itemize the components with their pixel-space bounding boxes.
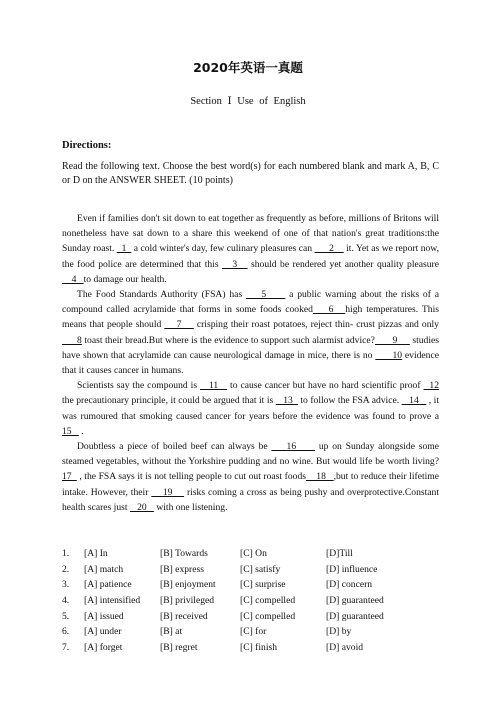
option-a: [A] match (84, 563, 124, 575)
passage-paragraph (62, 287, 439, 378)
option-row (62, 624, 442, 640)
option-b: [B] express (160, 563, 204, 575)
cloze-blank: 2 (314, 243, 344, 255)
question-number: 2. (62, 563, 70, 575)
section-heading: Section Ⅰ Use of English (190, 96, 306, 107)
passage-text: up on Sunday alongside some steamed vegetables, without the Yorkshire pudding and no wine. But would life be worth living? (62, 441, 439, 468)
passage-text: studies have shown that acrylamide can cause neurological damage in mice, there is no (62, 334, 440, 361)
option-c: [C] surprise (240, 579, 286, 591)
option-d: [D] concern (326, 579, 373, 591)
cloze-blank: 9 (374, 334, 410, 346)
option-row (62, 562, 442, 578)
option-a: [A] issued (84, 610, 124, 622)
passage-text: a public warning about the risks of a compound called acrylamide that forms in some foods cooked (62, 289, 439, 316)
cloze-blank: 8 (62, 334, 82, 346)
passage-text: , the FSA says it is not telling people to cut out roast foods (76, 471, 306, 483)
cloze-blank: 7 (164, 319, 194, 331)
question-number: 7. (62, 642, 70, 654)
passage-text: to follow the FSA advice. (297, 395, 402, 407)
page-title: 2020年英语一真题 (193, 60, 303, 75)
passage-text: should be rendered yet another quality pleasure (247, 258, 439, 270)
option-row (62, 593, 442, 609)
cloze-blank: 1 (116, 243, 132, 255)
option-c: [C] satisfy (240, 563, 281, 575)
option-c: [C] for (240, 626, 267, 638)
passage-text: , it was rumoured that smoking caused cancer for years before the evidence was found to prove a (62, 395, 440, 422)
option-c: [C] finish (240, 642, 278, 654)
option-b: [B] enjoyment (160, 579, 216, 591)
cloze-blank: 12 (423, 380, 440, 392)
option-b: [B] regret (160, 642, 198, 654)
passage-text: high temperatures. This means that people should (62, 304, 439, 331)
passage-text: Even if families don't sit down to eat together as frequently as before, millions of Britons will nonetheless have sat down to a share this weekend of one of that nation's great traditions:the Sunday roast. (62, 213, 439, 255)
option-d: [D]Till (326, 548, 353, 559)
cloze-blank: 20 (129, 501, 154, 513)
question-number: 5. (62, 610, 70, 622)
cloze-blank: 6 (312, 304, 346, 316)
directions-text: Read the following text. Choose the best word(s) for each numbered blank and mark A, B, C or D on the ANSWER SHEET. (10 points) (62, 161, 439, 186)
question-number: 1. (62, 548, 70, 559)
cloze-passage (62, 211, 439, 515)
option-row (62, 577, 442, 593)
option-d: [D] by (326, 626, 352, 638)
option-a: [A] under (84, 626, 122, 638)
cloze-blank: 18 (305, 471, 334, 483)
option-a: [A] patience (84, 579, 132, 591)
answer-options (62, 546, 442, 656)
passage-text: . (78, 425, 84, 437)
cloze-blank: 16 (271, 441, 316, 453)
option-b: [B] at (160, 626, 183, 638)
option-d: [D] influence (326, 563, 378, 575)
passage-text: toast their bread.But where is the evidence to support such alarmist advice? (81, 334, 375, 346)
option-d: [D] avoid (326, 642, 364, 654)
cloze-blank: 3 (222, 258, 248, 270)
option-b: [B] received (160, 610, 208, 622)
directions-label: Directions: (62, 140, 112, 151)
option-b: [B] privileged (160, 595, 215, 607)
question-number: 4. (62, 595, 70, 607)
cloze-blank: 4 (62, 273, 84, 285)
option-d: [D] guaranteed (326, 595, 384, 607)
passage-text: The Food Standards Authority (FSA) has (77, 289, 247, 301)
cloze-blank: 11 (200, 380, 228, 392)
option-a: [A] intensified (84, 595, 141, 607)
option-c: [C] compelled (240, 610, 296, 622)
question-number: 3. (62, 579, 70, 591)
cloze-blank: 19 (151, 486, 185, 498)
cloze-blank: 17 (62, 471, 77, 483)
cloze-blank: 14 (401, 395, 427, 407)
option-row (62, 609, 442, 625)
passage-text: crisping their roast potatoes, reject thin- crust pizzas and only (193, 319, 439, 331)
passage-text: ,but to reduce their lifetime intake. However, their (62, 471, 440, 498)
option-a: [A] In (84, 548, 108, 559)
passage-text: to damage our health. (83, 273, 167, 285)
passage-text: a cold winter's day, few culinary pleasures can (131, 243, 315, 255)
passage-text: Scientists say the compound is (77, 380, 201, 392)
passage-text: with one listening. (153, 501, 228, 513)
cloze-blank: 10 (375, 349, 403, 361)
passage-text: the precautionary principle, it could be argued that it is (62, 395, 276, 407)
passage-text: to cause cancer but have no hard scientific proof (227, 380, 424, 392)
cloze-blank: 15 (62, 425, 79, 437)
passage-text: risks coming a cross as being pushy and overprotective.Constant health scares just (62, 486, 439, 513)
option-a: [A] forget (84, 642, 123, 654)
option-row (62, 640, 442, 656)
cloze-blank: 13 (275, 395, 298, 407)
passage-text: Doubtless a piece of boiled beef can always be (77, 441, 272, 453)
passage-paragraph (62, 211, 439, 287)
passage-text: evidence that it causes cancer in humans. (62, 349, 439, 377)
option-c: [C] On (240, 548, 267, 559)
question-number: 6. (62, 626, 70, 638)
cloze-blank: 5 (246, 289, 286, 301)
passage-text: it. Yet as we report now, the food police are determined that this (62, 243, 440, 270)
option-c: [C] compelled (240, 595, 296, 607)
option-d: [D] guaranteed (326, 610, 384, 622)
option-row (62, 546, 442, 562)
passage-paragraph (62, 378, 439, 439)
option-b: [B] Towards (160, 548, 208, 559)
passage-paragraph (62, 439, 439, 515)
